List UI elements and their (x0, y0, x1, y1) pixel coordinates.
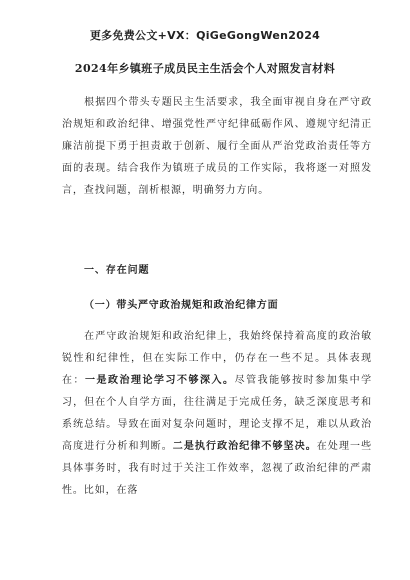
body-text-1: 在严守政治规矩和政治纪律上，我始终保持着高度的政治敏锐性和纪律性，但在实际工作中，仍存在一些不足。具体表现在： (62, 331, 372, 386)
document-title: 2024年乡镇班子成员民主生活会个人对照发言材料 (74, 62, 336, 75)
intro-text: 根据四个带头专题民主生活要求，我全面审视自身在严守政治规矩和政治纪律、增强党性严守纪律砥砺作风、遵规守纪清正廉洁前提下勇于担责敢于创新、履行全面从严治党政治责任等方面的表现。结合我作为镇班子成员的工作实际，我将逐一对照发言，查找问题，剖析根源，明确努力方向。 (62, 97, 372, 196)
body-text-3: 在处理一些具体事务时，我有时过于关注工作效率，忽视了政治纪律的严肃性。比如，在落 (62, 441, 373, 496)
body-bold-point-1: 一是政治理论学习不够深入。 (85, 375, 235, 386)
intro-paragraph (62, 92, 372, 202)
body-text-2: 尽管我能够按时参加集中学习，但在个人自学方面，往往满足于完成任务，缺乏深度思考和系统总结。导致在面对复杂问题时，理论支撑不足，难以从政治高度进行分析和判断。 (62, 375, 372, 452)
subsection-heading: （一）带头严守政治规矩和政治纪律方面 (84, 300, 279, 311)
body-paragraph (62, 326, 372, 502)
promo-header: 更多免费公文+VX：QiGeGongWen2024 (89, 29, 321, 42)
body-bold-point-2: 二是执行政治纪律不够坚决。 (172, 441, 317, 452)
section-heading: 一、存在问题 (84, 265, 150, 276)
